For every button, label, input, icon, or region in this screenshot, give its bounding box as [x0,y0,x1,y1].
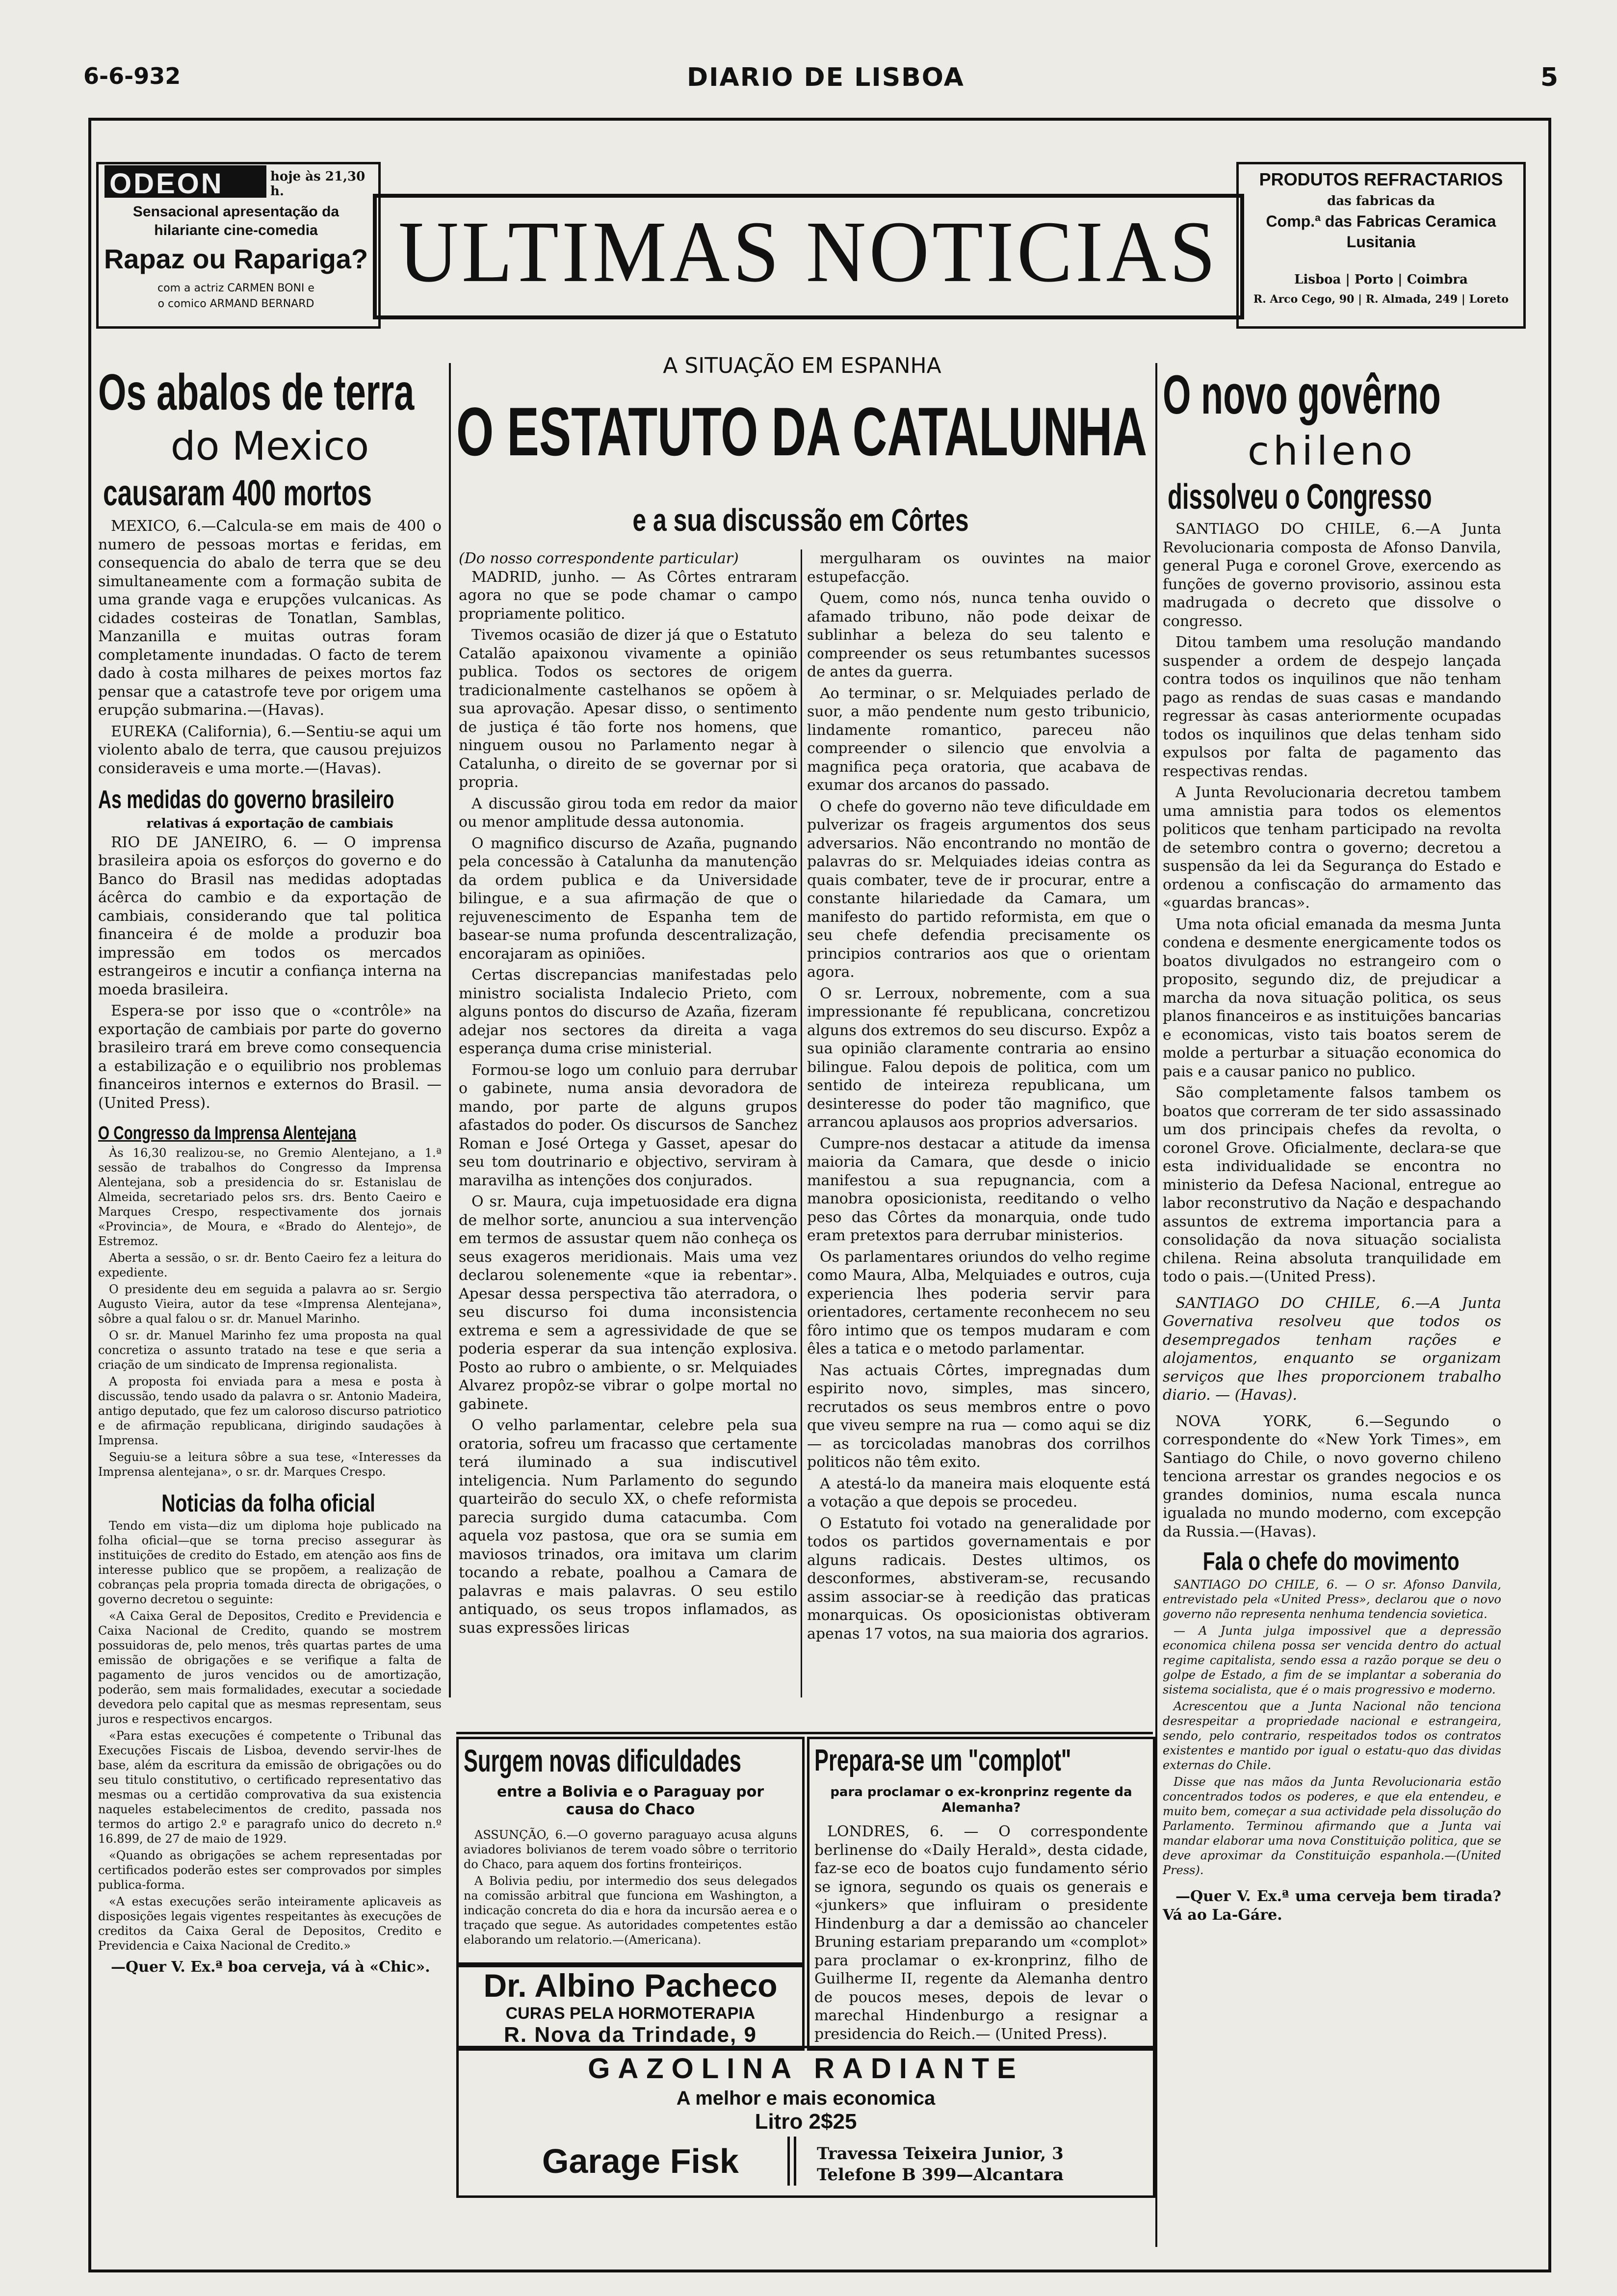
headline-chileno: O novo govêrno [1163,364,1441,425]
odeon-line2: hilariante cine-comedia [154,222,318,238]
headline-mortos: causaram 400 mortos [103,472,372,513]
article-text: — A Junta julga impossivel que a depressão economica chilena possa ser vencida dentro do actual regime capitalista, sendo essa a razão porque se deu o golpe de Estado, a fim de se implantar a soberania do sistema socialista, que é o mais progressivo e moderno. [1163,1624,1501,1696]
refract-title: PRODUTOS REFRACTARIOS [1259,169,1503,189]
article-text: RIO DE JANEIRO, 6. — O imprensa brasileira apoia os esforços do governo e do Banco do Brasil nas medidas adoptadas ácêrca do cambio e da exportação de cambiais, considerando que tal politica financeira é de molde a produzir boa impressão em todos os mercados estrangeiros e incutir a confiança interna na moeda brasileira. [98,834,442,998]
right-column [1163,363,1501,1927]
column-rule [449,363,451,1697]
headline-chefe: Fala o chefe do movimento [1202,1547,1460,1576]
masthead [83,58,1558,102]
section-rule [456,1732,1153,1734]
article-text: A discussão girou toda em redor da maior ou menor amplitude dessa autonomia. [459,795,797,831]
article-text: Os parlamentares oriundos do velho regime como Maura, Alba, Melquiades e outros, cuja experiencia lhes poderia servir para orientadores, certamente reconhecem no seu fôro intimo que os tempos mudaram e com êles a tatica e o metodo parlamentar. [807,1248,1150,1357]
article-text: A atestá-lo da maneira mais eloquente está a votação a que depois se procedeu. [807,1475,1150,1511]
gazolina-tagline: A melhor e mais economica [676,2087,936,2109]
headline-folha-oficial: Noticias da folha oficial [161,1489,375,1517]
article-text: EUREKA (California), 6.—Sentiu-se aqui um violento abalo de terra, que causou prejuizos consideraveis e uma morte.—(Havas). [98,723,442,777]
left-column [98,363,442,1980]
article-text: Nas actuais Côrtes, impregnadas dum espirito novo, simples, mas sincero, recrutados os seus membros entre o povo que viveu sempre na rua — como aqui se diz — as torcicoladas manobras dos corrilhos politicos não têm exito. [807,1361,1150,1471]
refractarios-ad [1236,162,1526,329]
complot-article [807,1737,1155,2051]
article-text: SANTIAGO DO CHILE, 6.—A Junta Governativa resolveu que todos os desempregados tenham rações e alojamentos, enquanto se organizam serviços que lhes proporcionem trabalho diario. — (Havas). [1163,1294,1501,1404]
article-text: SANTIAGO DO CHILE, 6. — O sr. Afonso Danvila, entrevistado pela «United Press», declarou que o novo governo não representa nenhuma tendencia sovietica. [1163,1578,1501,1621]
banner-title: ULTIMAS NOTICIAS [398,203,1219,300]
article-text: LONDRES, 6. — O correspondente berlinense do «Daily Herald», desta cidade, faz-se eco de boatos cujo fundamento sério se ignora, segundo os quais os generais e «junkers» que influiram o presidente Hindenburg a dar a demissão ao chanceler Bruning estariam preparando um «complot» para proclamar o ex-kronprinz, filho de Guilherme II, regente da Alemanha dentro de poucos meses, depois de levar o marechal Hindenburgo a resignar a presidencia do Reich.— (United Press). [814,1823,1148,2043]
cerveja-ad: —Quer V. Ex.ª boa cerveja, vá à «Chic». [111,1958,430,1976]
article-text: Ao terminar, o sr. Melquiades perlado de suor, a mão pendente num gesto tribunicio, lindamente romantico, pareceu não compreender o silencio que envolvia a magnifica peça oratoria, que acabava de exumar dos arcanos do passado. [807,684,1150,794]
kicker-espanha: A SITUAÇÃO EM ESPANHA [663,353,941,378]
gazolina-price: Litro 2$25 [755,2110,857,2134]
byline: (Do nosso correspondente particular) [459,550,739,567]
article-text: O chefe do governo não teve dificuldade em pulverizar os frageis argumentos dos seus adversarios. Não encontrando no montão de palavras do sr. Melquiades ideias contra as quais combater, teve de ir procurar, entre a constante hilariedade da Camara, um manifesto do partido reformista, em que o seu chefe defendia precisamente os principios contrarios aos que o orientam agora. [807,798,1150,981]
gazolina-title: GAZOLINA RADIANTE [588,2053,1024,2085]
headline-congresso: O Congresso da Imprensa Alentejana [98,1123,356,1144]
article-text: NOVA YORK, 6.—Segundo o correspondente do «New York Times», em Santiago do Chile, o novo governo chileno tenciona arrestar os grandes negocios e os grandes dominios, numa escala nunca igualada no mundo moderno, com excepção da Russia.—(Havas). [1163,1412,1501,1540]
subhead-cortes: e a sua discussão em Côrtes [632,502,969,538]
headline-brasil: As medidas do governo brasileiro [98,785,394,814]
article-text: Disse que nas mãos da Junta Revolucionaria estão concentrados todos os poderes, e que ela entendeu, e muito bem, começar a sua actividade pela dissolução do Parlamento. Terminou afirmando que a Junta vai mandar elaborar uma nova Constituição politica, que se deve aproximar da Constituição espanhola.—(United Press). [1163,1775,1501,1877]
middle-column-b [807,549,1150,1646]
article-text: «Para estas execuções é competente o Tribunal das Execuções Fiscais de Lisboa, devendo servir-lhes de base, além da escritura da emissão de obrigações ou do seu titulo constitutivo, o certificado representativo das mesmas ou a certidão comprovativa da sua existencia naqueles estabelecimentos de credito, passada nos termos do artigo 2.º e paragrafo unico do decreto n.º 16.899, de 27 de maio de 1929. [98,1729,442,1846]
article-text: O magnifico discurso de Azaña, pugnando pela concessão à Catalunha da manutenção da ordem publica e da Universidade bilingue, e a sua afirmação de que o rejuvenescimento de Espanha tem de basear-se numa profunda descentralização, encorajaram as opiniões. [459,835,797,963]
odeon-film-title: Rapaz ou Rapariga? [104,243,368,274]
article-text: Ditou tambem uma resolução mandando suspender a ordem de despejo lançada contra todos os inquilinos que não tenham pago as rendas de suas casas e mandando regressar às casas anteriormente ocupadas todos os inquilinos que delas tenham sido expulsos por falta de pagamento das respectivas rendas. [1163,634,1501,780]
article-text: O velho parlamentar, celebre pela sua oratoria, sofreu um fracasso que certamente terá iluminado a sua indiscutivel inteligencia. Num Parlamento do segundo quarteirão do seculo XX, o chefe reformista parecia surgido duma catacumba. Com aquela voz pastosa, que ora se sumia em maviosos trinados, ora imitava um clarim tocando a rebate, poalhou a Camara de palavras e mais palavras. O seu estilo antiquado, os seus tropos inflamados, as suas expressões liricas [459,1417,797,1637]
pacheco-ad [456,1962,805,2051]
article-text: O presidente deu em seguida a palavra ao sr. Sergio Augusto Vieira, autor da tese «Imprensa Alentejana», sôbre a qual falou o sr. dr. Manuel Marinho. [98,1282,442,1326]
pacheco-name: Dr. Albino Pacheco [483,1967,778,2004]
middle-column-a [459,549,797,1640]
article-text: ASSUNÇÃO, 6.—O governo paraguayo acusa alguns aviadores bolivianos de terem voado sôbre o territorio do Chaco, para aquem dos fortins fronteiriços. [464,1828,797,1871]
article-text: São completamente falsos tambem os boatos que correram de ter sido assassinado um dos principais chefes da revolta, o coronel Grove. Oficialmente, declara-se que esta individualidade se encontra no ministerio da Defesa Nacional, entregue ao labor reconstrutivo da Nação e despachando assuntos de extrema importancia para a consolidação da nova situação socialista chilena. Reina absoluta tranquilidade em todo o pais.—(United Press). [1163,1084,1501,1285]
garage-address: Travessa Teixeira Junior, 3 [817,2144,1064,2164]
article-text: MADRID, junho. — As Côrtes entraram agora no que se pode chamar o campo propriamente politico. [459,568,797,623]
article-text: Formou-se logo um conluio para derrubar o gabinete, numa ansia devoradora de mando, por parte de alguns grupos afastados do poder. Os discursos de Sanchez Roman e José Ortega y Gasset, apesar do seu tom doutrinario e objectivo, serviram à maravilha as intenções dos conjurados. [459,1061,797,1189]
headline-abalos: Os abalos de terra [98,364,415,421]
headline-chileno-b: chileno [1247,428,1416,474]
pacheco-address: R. Nova da Trindade, 9 [504,2023,757,2047]
garage-phone: Telefone B 399—Alcantara [817,2165,1064,2185]
column-rule [801,549,802,1697]
pacheco-tagline: CURAS PELA HORMOTERAPIA [505,2004,756,2023]
article-text: Aberta a sessão, o sr. dr. Bento Caeiro fez a leitura do expediente. [98,1251,442,1279]
article-text: A Bolivia pediu, por intermedio dos seus delegados na comissão arbitral que funciona em Washington, a indicação concreta do dia e hora da incursão aerea e o traçado que segue. As autoridades competentes estão elaborando um relatorio.—(Americana). [464,1874,797,1947]
subhead-brasil: relativas á exportação de cambiais [146,816,393,831]
headline-mexico: do Mexico [170,423,369,469]
article-text: «Quando as obrigações se achem representadas por certificados poderão estes ser comprovados por simples publica-forma. [98,1849,442,1892]
gazolina-ad [456,2046,1155,2198]
article-text: O Estatuto foi votado na generalidade por todos os partidos governamentais e por alguns radicais. Destes ultimos, os desconformes, abstiveram-se, recusando assim associar-se à reedição das praticas monarquicas. Os oposicionistas obtiveram apenas 17 votos, na sua maioria dos agrarios. [807,1514,1150,1643]
article-text: Uma nota oficial emanada da mesma Junta condena e desmente energicamente todos os boatos divulgados no estrangeiro com o proposito, segundo diz, de prejudicar a marcha da nova situação politica, os seus planos financeiros e as instituições bancarias e economicas, visto tais boatos serem de molde a perturbar a situação economica do pais e a causar panico no publico. [1163,915,1501,1080]
article-text: O sr. Lerroux, nobremente, com a sua impressionante fé republicana, concretizou alguns dos extremos do seu discurso. Expôz a sua opinião claramente contraria ao ensino bilingue. Falou depois de politica, com um sentido de inteireza republicana, um desinteresse do poder tão magnifico, que arrancou aplausos aos proprios adversarios. [807,985,1150,1131]
article-text: MEXICO, 6.—Calcula-se em mais de 400 o numero de pessoas mortas e feridas, em consequencia do abalo de terra que se deu simultaneamente com a formação subita de uma grande vaga e erupções vulcanicas. As cidades costeiras de Tonatlan, Samblas, Manzanilla e muitas outras foram completamente inundadas. O facto de terem dado à costa milhares de peixes mortos faz pensar que a catastrofe teve por origem uma erupção submarina.—(Havas). [98,518,442,719]
odeon-cast2: o comico ARMAND BERNARD [157,298,314,310]
refract-line1: das fabricas da [1327,194,1435,209]
odeon-cast1: com a actriz CARMEN BONI e [157,282,314,294]
headline-complot: Prepara-se um "complot" [814,1744,1071,1777]
article-text: Às 16,30 realizou-se, no Gremio Alentejano, a 1.ª sessão de trabalhos do Congresso da Imprensa Alentejana, sob a presidencia do sr. Estanislau de Almeida, secretariado pelos srs. drs. Bento Caeiro e Marques Crespo, respectivamente dos jornais «Provincia», de Moura, e «Brado do Alentejo», de Estremoz. [98,1146,442,1248]
article-text: mergulharam os ouvintes na maior estupefacção. [807,550,1150,586]
article-text: A Junta Revolucionaria decretou tambem uma amnistia para todos os elementos politicos que tenham participado na revolta de setembro contra o governo; decretou a suspensão da lei da Segurança do Estado e ordenou a confiscação do armamento das «guardas brancas». [1163,784,1501,912]
garage-name: Garage Fisk [542,2142,739,2180]
subhead-wrap [456,500,1148,540]
article-text: Certas discrepancias manifestadas pelo ministro socialista Indalecio Prieto, com alguns pontos do discurso de Azaña, fizeram adejar nos sectores da direita a vaga esperança duma crise ministerial. [459,966,797,1057]
odeon-ad [96,162,381,329]
refract-line3: Lusitania [1346,233,1416,251]
refract-line2: Comp.ª das Fabricas Ceramica [1266,212,1496,230]
article-text: Acrescentou que a Junta Nacional não tenciona desrespeitar a propriedade nacional e estrangeira, sendo, pelo contrario, respeitados todos os contratos existentes e mantido por igual o estatu-quo das dividas externas do Chile. [1163,1699,1501,1772]
page-number: 5 [1540,63,1558,92]
bolivia-article [456,1737,805,1967]
article-text: A proposta foi enviada para a mesa e posta à discussão, tendo usado da palavra o sr. Antonio Madeira, antigo deputado, que fez um caloroso discurso patriotico e de afirmação republicana, dirigindo saudações à Imprensa. [98,1375,442,1447]
subhead-chaco: entre a Bolivia e o Paraguay por causa do Chaco [496,1783,764,1818]
headline-congresso-dissolvido: dissolveu o Congresso [1168,477,1432,517]
headline-wrap [456,388,1148,476]
article-text: O sr. dr. Manuel Marinho fez uma proposta na qual concretiza o assunto tratado na tese e que seria a criação de um sindicato de Imprensa regionalista. [98,1329,442,1372]
article-text: Espera-se por isso que o «contrôle» na exportação de cambiais por parte do governo brasileiro trará em breve como consequencia a estabilização e o equilibrio nos problemas financeiros internos e externos do Brasil. — (United Press). [98,1002,442,1112]
issue-date: 6-6-932 [83,63,181,89]
article-text: «A estas execuções serão inteiramente aplicaveis as disposições legais vigentes respeitantes às execuções de creditos da Caixa Geral de Depositos, Credito e Previdencia e Caixa Nacional de Credito.» [98,1895,442,1953]
column-rule [1155,363,1157,2247]
la-gare-ad: —Quer V. Ex.ª uma cerveja bem tirada? Vá ao La-Gáre. [1163,1888,1501,1924]
ultimas-noticias-banner [373,194,1244,319]
article-text: O sr. Maura, cuja impetuosidade era digna de melhor sorte, anunciou a sua intervenção em termos de assustar quem não conheça os seus exageros meridionais. Mais uma vez declarou solenemente «que ia rebentar». Apesar dessa perspectiva tão aterradora, o seu discurso foi duma inconsistencia extrema e sem a agressividade de que se poderia esperar da sua intenção explosiva. Posto ao rubro o ambiente, o sr. Melquiades Alvarez propôz-se vibrar o golpe mortal no gabinete. [459,1193,797,1413]
article-text: SANTIAGO DO CHILE, 6.—A Junta Revolucionaria composta de Afonso Danvila, general Puga e coronel Grove, exercendo as funções de governo provisorio, assinou esta madrugada o decreto que dissolve o congresso. [1163,521,1501,630]
article-text: Tivemos ocasião de dizer já que o Estatuto Catalão apaixonou vivamente a opinião publica. Todos os sectores de origem tradicionalmente castelhanos se opõem à sua aprovação. Apesar disso, o sentimento de justiça é tão forte nos homens, que ninguem ousou no Parlamento negar à Catalunha, o direito de se governar por si propria. [459,626,797,791]
newspaper-title: DIARIO DE LISBOA [687,63,965,92]
headline-catalunha: O ESTATUTO DA CATALUNHA [456,393,1148,470]
article-text: Tendo em vista—diz um diploma hoje publicado na folha oficial—que se torna preciso assegurar às instituições de credito do Estado, em atenção aos fins de interesse publico que se propõem, a realização de cobranças pela propria tomada directa de obrigações, o governo decretou o seguinte: [98,1519,442,1606]
article-text: «A Caixa Geral de Depositos, Credito e Previdencia e Caixa Nacional de Credito, quando se mostrem possuidoras de, pelo menos, três quartas partes de uma emissão de obrigações e se verifique a falta de pagamento de juros vencidos ou de amortização, poderão, sem mais formalidades, executar a sociedade devedora pelo capital que as mesmas representam, seus juros e respectivos encargos. [98,1609,442,1726]
refract-addresses: R. Arco Cego, 90 | R. Almada, 249 | Loreto [1253,293,1509,306]
article-text: Cumpre-nos destacar a atitude da imensa maioria da Camara, que desde o inicio manifestou a sua repugnancia, com a manobra oposicionista, reeditando o velho peso das Côrtes da monarquia, onde tudo eram pretextos para derrubar ministerios. [807,1135,1150,1244]
odeon-name: ODEON [109,168,224,200]
subhead-kronprinz: para proclamar o ex-kronprinz regente da Alemanha? [830,1785,1132,1815]
ad-divider [787,2137,796,2186]
article-text: Seguiu-se a leitura sôbre a sua tese, «Interesses da Imprensa alentejana», o sr. dr. Marques Crespo. [98,1450,442,1479]
odeon-time: hoje às 21,30 h. [270,169,365,199]
odeon-line1: Sensacional apresentação da [132,204,339,220]
refract-cities: Lisboa | Porto | Coimbra [1294,272,1468,287]
headline-dificuldades: Surgem novas dificuldades [464,1743,741,1778]
article-text: Quem, como nós, nunca tenha ouvido o afamado tribuno, não pode deixar de sublinhar a beleza do seu talento e compreender os seus retumbantes sucessos de antes da guerra. [807,590,1150,680]
